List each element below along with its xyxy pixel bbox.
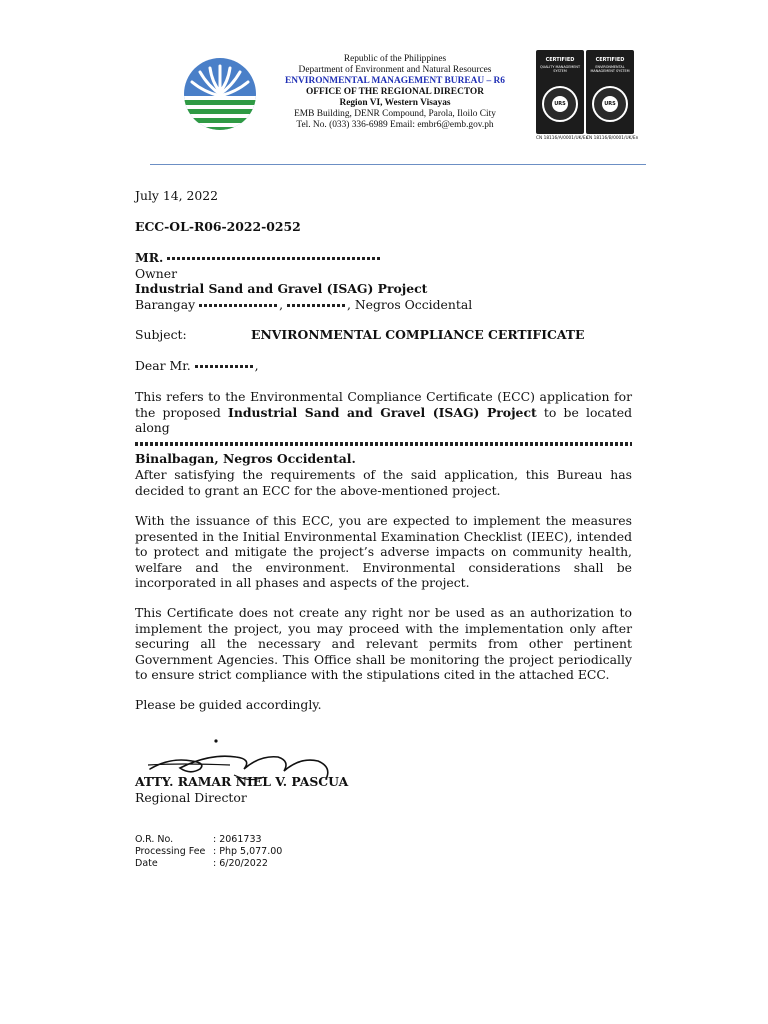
location-text: Binalbagan, Negros Occidental. (135, 451, 356, 467)
payment-details (135, 834, 282, 871)
redacted-salutation-name (195, 365, 255, 368)
header-line-region: Region VI, Western Visayas (339, 98, 451, 108)
cert-scope: QUALITY MANAGEMENT SYSTEM (539, 65, 581, 73)
salutation: Dear Mr. , (135, 358, 259, 373)
qms-certification-badge (536, 50, 584, 134)
address-suffix: , Negros Occidental (346, 296, 473, 312)
header-line-bureau: ENVIRONMENTAL MANAGEMENT BUREAU – R6 (285, 76, 505, 86)
header-divider (150, 164, 646, 165)
fee-value: : Php 5,077.00 (213, 846, 283, 858)
date-value: : 6/20/2022 (213, 858, 268, 870)
addressee-prefix: MR. (135, 250, 164, 265)
date-label: Date (135, 858, 158, 870)
subject-title: ENVIRONMENTAL COMPLIANCE CERTIFICATE (251, 327, 585, 342)
redacted-location (135, 436, 632, 452)
addressee-role: Owner (135, 265, 177, 281)
header-line-republic: Republic of the Philippines (343, 54, 447, 64)
ems-certification-badge (586, 50, 634, 134)
signatory-title: Regional Director (135, 790, 247, 805)
cert-number: CN 18116/A/0001/UK/En (536, 136, 589, 141)
subject-label: Subject: (135, 327, 187, 342)
or-label: O.R. No. (135, 834, 174, 845)
closing-line: Please be guided accordingly. (135, 697, 322, 712)
or-value: : 2061733 (213, 834, 262, 845)
redacted-municipality (287, 304, 347, 307)
urs-seal-icon: URS (542, 86, 578, 122)
denr-logo (182, 56, 258, 132)
header-line-department: Department of Environment and Natural Resources (298, 65, 492, 75)
subject-line (135, 327, 632, 343)
paragraph-3: With the issuance of this ECC, you are expected to implement the measures presented in the Initial Environmental Examination Checklist (IEEC), intended to protect and mitigate the project’s adverse impacts on community health, welfare and the environment. Environmental considerations shall be incorporated in all phases and aspects of the project. (135, 513, 632, 591)
header-line-contact: Tel. No. (033) 336-6989 Email: embr6@emb.gov.ph (296, 120, 494, 130)
cert-title: CERTIFIED (545, 57, 575, 63)
paragraph-4: This Certificate does not create any right nor be used as an authorization to implement the project, you may proceed with the implementation only after securing all the necessary and relevant permits from other pertinent Government Agencies. This Office shall be monitoring the project periodically to ensure strict compliance with the stipulations cited in the attached ECC. (135, 605, 632, 683)
paragraph-1: This refers to the Environmental Compliance Certificate (ECC) application for the proposed Industrial Sand and Gravel (ISAG) Project to be located along Binalbagan, Negros Occidental. (135, 389, 633, 467)
address-prefix: Barangay (135, 296, 196, 312)
addressee-block: MR. Owner Industrial Sand and Gravel (ISAG) Project Barangay , , Negros Occidental (135, 250, 632, 312)
redacted-name (167, 257, 382, 260)
paragraph-2: After satisfying the requirements of the said application, this Bureau has decided to grant an ECC for the above-mentioned project. (135, 467, 632, 498)
header-line-office: OFFICE OF THE REGIONAL DIRECTOR (306, 87, 484, 97)
fee-label: Processing Fee (135, 846, 206, 858)
letterhead (270, 54, 520, 131)
addressee-project: Industrial Sand and Gravel (ISAG) Project (135, 281, 428, 297)
redacted-barangay (199, 304, 279, 307)
cert-number: CN 18116/B/0001/UK/En (586, 136, 639, 141)
cert-title: CERTIFIED (595, 57, 625, 63)
urs-seal-icon: URS (592, 86, 628, 122)
header-line-address: EMB Building, DENR Compound, Parola, Iloilo City (294, 109, 496, 119)
reference-number: ECC-OL-R06-2022-0252 (135, 219, 301, 234)
signatory-name: ATTY. RAMAR NIEL V. PASCUA (135, 774, 349, 789)
cert-scope: ENVIRONMENTAL MANAGEMENT SYSTEM (590, 65, 630, 73)
letter-date: July 14, 2022 (135, 188, 219, 203)
